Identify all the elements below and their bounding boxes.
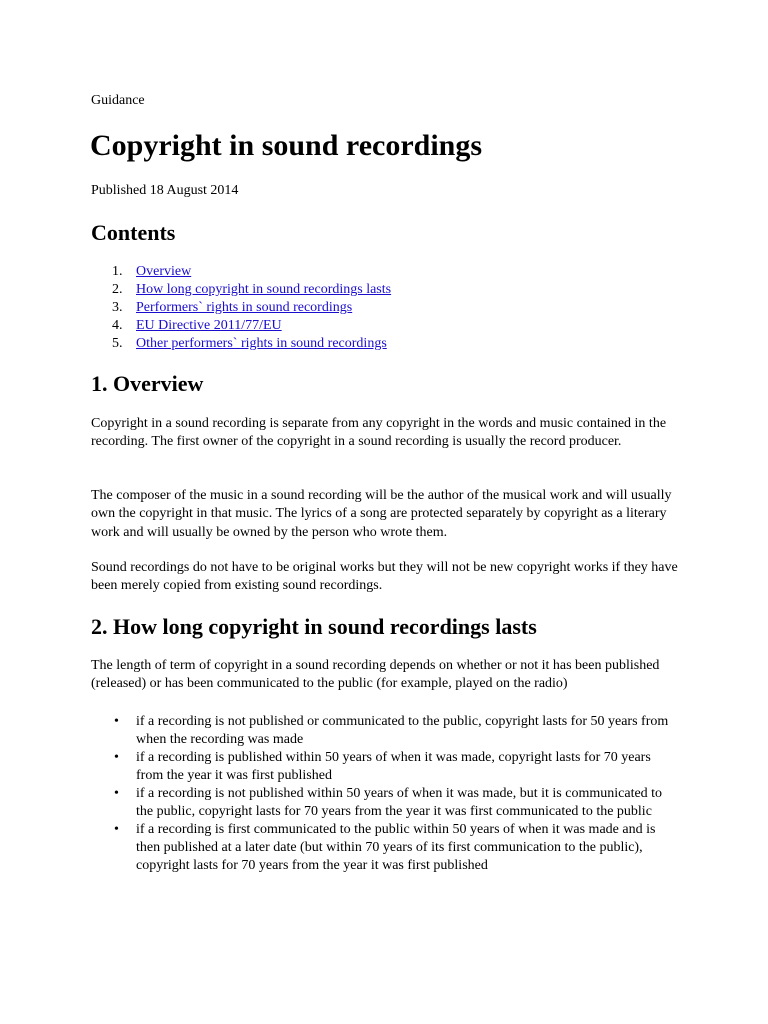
list-item-text: if a recording is not published or communicated to the public, copyright lasts for 50 years from when the recording was made xyxy=(136,714,669,747)
page-title: Copyright in sound recordings xyxy=(90,129,483,162)
toc-item xyxy=(91,281,391,299)
overview-paragraph: Sound recordings do not have to be original works but they will not be new copyright works if they have been merely copied from existing sound recordings. xyxy=(91,560,678,594)
toc-item-number: 4. xyxy=(112,318,123,333)
toc-item xyxy=(91,263,391,281)
overview-heading: 1. Overview xyxy=(91,371,204,396)
bullet-glyph: • xyxy=(114,786,119,801)
toc-item xyxy=(91,299,391,317)
toc-item-number: 5. xyxy=(112,336,123,351)
document-type-label: Guidance xyxy=(91,93,145,108)
overview-paragraph: The composer of the music in a sound recording will be the author of the musical work and will usually own the copyright in that music. The lyrics of a song are protected separately by copyright as a literary work and will usually be owned by the person who wrote them. xyxy=(91,488,672,540)
toc-link-other-performers-rights[interactable]: Other performers` rights in sound recordings xyxy=(136,336,387,351)
toc-item-number: 2. xyxy=(112,282,123,297)
list-item xyxy=(91,785,681,821)
toc-link-duration[interactable]: How long copyright in sound recordings lasts xyxy=(136,282,392,297)
bullet-glyph: • xyxy=(114,750,119,765)
bullet-glyph: • xyxy=(114,714,119,729)
list-item-text: if a recording is not published within 50 years of when it was made, but it is communicated to the public, copyright lasts for 70 years from the year it was first communicated to the public xyxy=(136,786,663,819)
bullet-glyph: • xyxy=(114,822,119,837)
toc-link-eu-directive[interactable]: EU Directive 2011/77/EU xyxy=(136,318,282,333)
list-item xyxy=(91,821,681,875)
toc-item xyxy=(91,317,391,335)
duration-heading: 2. How long copyright in sound recordings lasts xyxy=(91,614,537,639)
toc-item xyxy=(91,335,391,353)
toc-item-number: 3. xyxy=(112,300,123,315)
toc-link-performers-rights[interactable]: Performers` rights in sound recordings xyxy=(136,300,353,315)
published-date: Published 18 August 2014 xyxy=(91,183,239,198)
toc-link-overview[interactable]: Overview xyxy=(136,264,192,279)
list-item-text: if a recording is published within 50 years of when it was made, copyright lasts for 70 years from the year it was first published xyxy=(136,750,651,783)
duration-intro-paragraph: The length of term of copyright in a sound recording depends on whether or not it has been published (released) or has been communicated to the public (for example, played on the radio) xyxy=(91,658,660,692)
list-item-text: if a recording is first communicated to the public within 50 years of when it was made and is then published at a later date (but within 70 years of its first communication to the public), copyright lasts for 70 years from the year it was first published xyxy=(136,822,656,873)
list-item xyxy=(91,749,681,785)
toc-item-number: 1. xyxy=(112,264,123,279)
table-of-contents xyxy=(91,263,391,353)
overview-paragraph: Copyright in a sound recording is separate from any copyright in the words and music contained in the recording. The first owner of the copyright in a sound recording is usually the record producer. xyxy=(91,416,667,450)
list-item xyxy=(91,713,681,749)
duration-rules-list xyxy=(91,713,681,875)
contents-heading: Contents xyxy=(91,220,176,245)
